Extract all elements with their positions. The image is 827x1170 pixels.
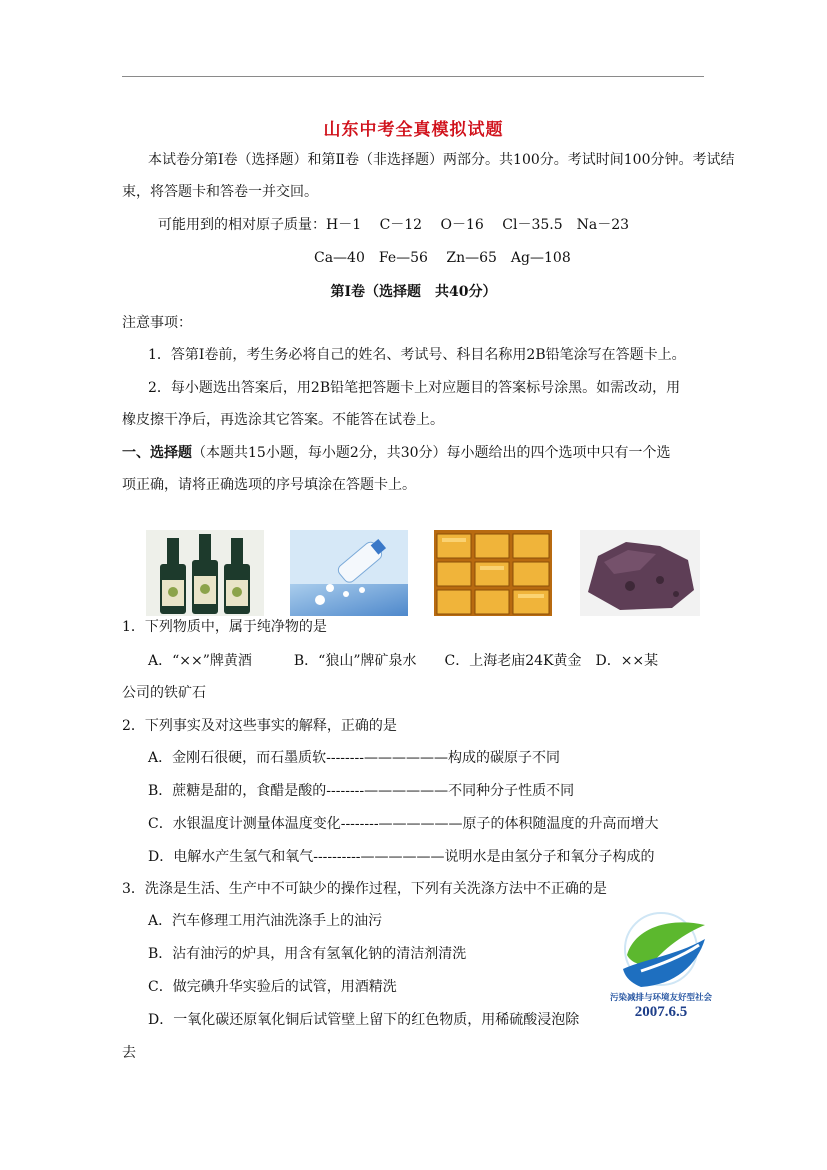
gold-bars-photo [434, 530, 552, 616]
leaf-logo-icon [601, 909, 721, 1019]
part1-intro-rest: （本题共15小题，每小题2分，共30分）每小题给出的四个选项中只有一个选 [192, 445, 671, 461]
q3-option-d: D．一氧化碳还原氧化铜后试管壁上留下的红色物质，用稀硫酸浸泡除 [148, 1012, 580, 1028]
note-2-line-2: 橡皮擦干净后，再选涂其它答案。不能答在试卷上。 [122, 412, 444, 428]
intro-line-2: 束，将答题卡和答卷一并交回。 [122, 184, 318, 200]
q2-option-d: D．电解水产生氢气和氧气----------——————说明水是由氢分子和氧分子构成的 [148, 849, 655, 865]
q3-option-c: C．做完碘升华实验后的试管，用酒精洗 [148, 979, 397, 995]
note-2-line-1: 2．每小题选出答案后，用2B铅笔把答题卡上对应题目的答案标号涂黑。如需改动，用 [148, 380, 681, 396]
header-rule [122, 76, 704, 77]
q2-option-b: B．蔗糖是甜的，食醋是酸的--------——————不同种分子性质不同 [148, 783, 575, 799]
q2-option-a: A．金刚石很硬，而石墨质软--------——————构成的碳原子不同 [148, 750, 560, 766]
atomic-mass-line-2: Ca—40 Fe—56 Zn—65 Ag—108 [314, 250, 571, 266]
svg-text:污染减排与环境友好型社会: 污染减排与环境友好型社会 [609, 992, 713, 1002]
q3-option-a: A．汽车修理工用汽油洗涤手上的油污 [148, 913, 383, 929]
q3-stem: 3．洗涤是生活、生产中不可缺少的操作过程，下列有关洗涤方法中不正确的是 [122, 881, 607, 897]
q1-stem: 1．下列物质中，属于纯净物的是 [122, 619, 327, 635]
page-title: 山东中考全真模拟试题 [323, 120, 504, 140]
part1-label: 一、选择题 [122, 445, 192, 461]
mineral-water-photo [290, 530, 408, 616]
wine-bottles-photo [146, 530, 264, 616]
q3-option-b: B．沾有油污的炉具，用含有氢氧化钠的清洁剂清洗 [148, 946, 467, 962]
intro-line-1: 本试卷分第Ⅰ卷（选择题）和第Ⅱ卷（非选择题）两部分。共100分。考试时间100分钟。考试结 [148, 152, 735, 168]
q2-option-c: C．水银温度计测量体温度变化--------——————原子的体积随温度的升高而增大 [148, 816, 659, 832]
environment-day-logo [601, 909, 721, 1019]
q3-option-d-cont: 去 [122, 1045, 136, 1061]
part1-intro-line-2: 项正确，请将正确选项的序号填涂在答题卡上。 [122, 477, 416, 493]
atomic-mass-line-1: 可能用到的相对原子质量：H－1 C－12 O－16 Cl－35.5 Na－23 [158, 217, 630, 233]
svg-text:2007.6.5: 2007.6.5 [634, 1004, 688, 1019]
note-1: 1．答第Ⅰ卷前，考生务必将自己的姓名、考试号、科目名称用2B铅笔涂写在答题卡上。 [148, 347, 686, 363]
iron-ore-photo [580, 530, 700, 616]
notes-heading: 注意事项： [122, 315, 192, 331]
q2-stem: 2．下列事实及对这些事实的解释，正确的是 [122, 718, 397, 734]
part1-intro-line-1 [122, 444, 671, 462]
q1-options: A．“××”牌黄酒 B．“狼山”牌矿泉水 C．上海老庙24K黄金 D．××某 [148, 653, 659, 669]
section-title: 第Ⅰ卷（选择题 共40分） [330, 284, 497, 300]
q1-options-cont: 公司的铁矿石 [122, 685, 206, 701]
